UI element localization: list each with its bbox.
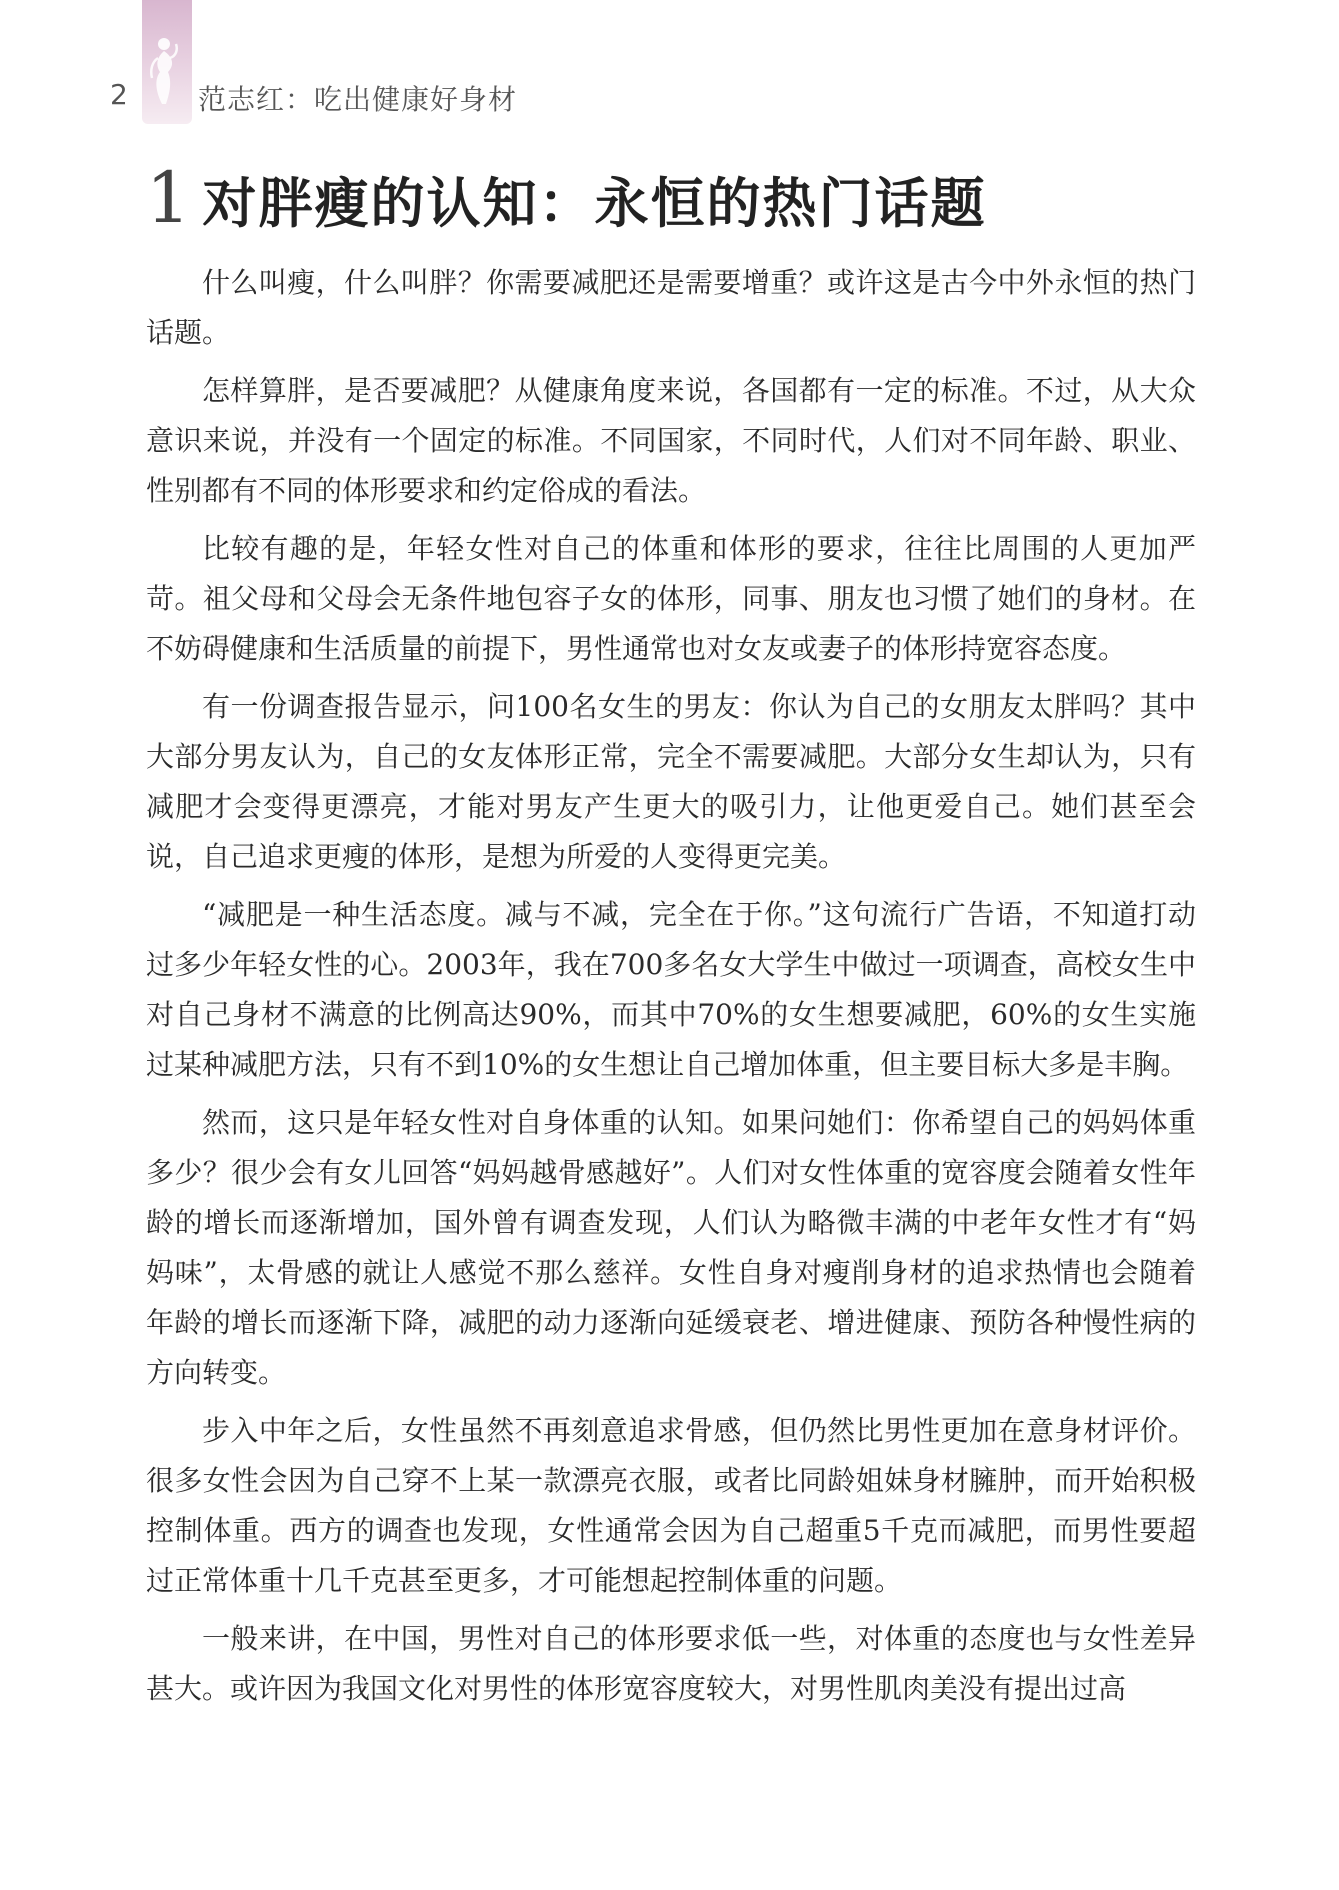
paragraph: 比较有趣的是，年轻女性对自己的体重和体形的要求，往往比周围的人更加严苛。祖父母和父母会无条件地包容子女的体形，同事、朋友也习惯了她们的身材。在不妨碍健康和生活质量的前提下，男性通常也对女友或妻子的体形持宽容态度。 — [146, 532, 1196, 665]
body-text — [146, 258, 1196, 1722]
paragraph: 然而，这只是年轻女性对自身体重的认知。如果问她们：你希望自己的妈妈体重多少？很少会有女儿回答“妈妈越骨感越好”。人们对女性体重的宽容度会随着女性年龄的增长而逐渐增加，国外曾有调查发现，人们认为略微丰满的中老年女性才有“妈妈味”，太骨感的就让人感觉不那么慈祥。女性自身对瘦削身材的追求热情也会随着年龄的增长而逐渐下降，减肥的动力逐渐向延缓衰老、增进健康、预防各种慢性病的方向转变。 — [146, 1106, 1196, 1389]
chapter-heading — [146, 158, 987, 238]
paragraph: 一般来讲，在中国，男性对自己的体形要求低一些，对体重的态度也与女性差异甚大。或许因为我国文化对男性的体形宽容度较大，对男性肌肉美没有提出过高 — [146, 1622, 1196, 1705]
paragraph: 步入中年之后，女性虽然不再刻意追求骨感，但仍然比男性更加在意身材评价。很多女性会因为自己穿不上某一款漂亮衣服，或者比同龄姐妹身材臃肿，而开始积极控制体重。西方的调查也发现，女性通常会因为自己超重5千克而减肥，而男性要超过正常体重十几千克甚至更多，才可能想起控制体重的问题。 — [146, 1414, 1196, 1597]
chapter-number: 1 — [146, 157, 191, 239]
paragraph: 什么叫瘦，什么叫胖？你需要减肥还是需要增重？或许这是古今中外永恒的热门话题。 — [146, 266, 1196, 349]
female-silhouette-icon — [142, 0, 192, 124]
paragraph: “减肥是一种生活态度。减与不减，完全在于你。”这句流行广告语，不知道打动过多少年轻女性的心。2003年，我在700多名女大学生中做过一项调查，高校女生中对自己身材不满意的比例高达90%，而其中70%的女生想要减肥，60%的女生实施过某种减肥方法，只有不到10%的女生想让自己增加体重，但主要目标大多是丰胸。 — [146, 898, 1196, 1081]
chapter-title: 对胖瘦的认知：永恒的热门话题 — [202, 171, 987, 235]
page-header — [110, 0, 610, 130]
paragraph: 有一份调查报告显示，问100名女生的男友：你认为自己的女朋友太胖吗？其中大部分男友认为，自己的女友体形正常，完全不需要减肥。大部分女生却认为，只有减肥才会变得更漂亮，才能对男友产生更大的吸引力，让他更爱自己。她们甚至会说，自己追求更瘦的体形，是想为所爱的人变得更完美。 — [146, 690, 1196, 873]
page-number: 2 — [110, 78, 128, 111]
running-title: 范志红：吃出健康好身材 — [198, 83, 518, 116]
paragraph: 怎样算胖，是否要减肥？从健康角度来说，各国都有一定的标准。不过，从大众意识来说，并没有一个固定的标准。不同国家，不同时代，人们对不同年龄、职业、性别都有不同的体形要求和约定俗成的看法。 — [146, 374, 1196, 507]
